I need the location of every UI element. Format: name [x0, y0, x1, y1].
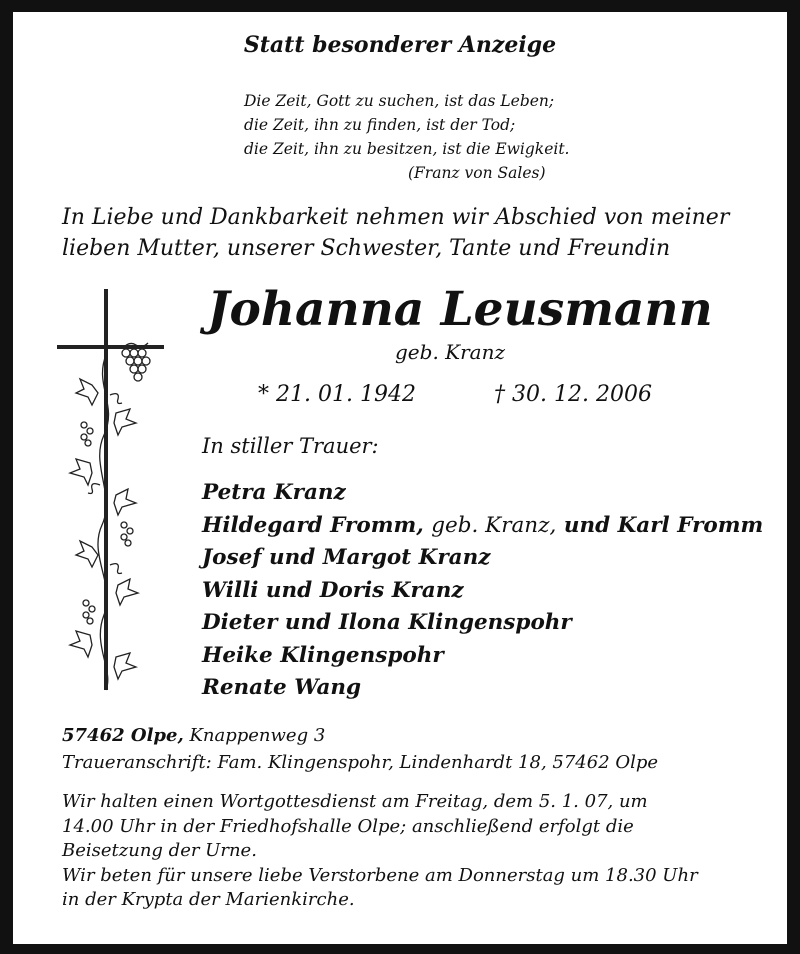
deceased-name: Johanna Leusmann — [207, 282, 713, 337]
mourning-heading: In stiller Trauer: — [202, 434, 379, 458]
mourner-name-part: Hildegard Fromm, — [202, 512, 424, 538]
death-date: † 30. 12. 2006 — [494, 382, 652, 407]
mourner-name: Petra Kranz — [202, 480, 346, 505]
residence-street: Knappenweg 3 — [189, 725, 326, 746]
mourners-list — [202, 477, 782, 705]
service-line: Wir halten einen Wortgottesdienst am Freitag, dem 5. 1. 07, um — [62, 791, 648, 812]
quote-source: (Franz von Sales) — [408, 164, 546, 182]
service-info — [62, 790, 782, 913]
quote-line: die Zeit, ihn zu besitzen, ist die Ewigkeit. — [244, 140, 570, 158]
birth-date: * 21. 01. 1942 — [258, 382, 416, 407]
residence-city: 57462 Olpe, — [62, 725, 184, 746]
mourner-name-part: und Karl Fromm — [563, 512, 764, 538]
service-line: in der Krypta der Marienkirche. — [62, 889, 355, 910]
mourning-address: Traueranschrift: Fam. Klingenspohr, Lindenhardt 18, 57462 Olpe — [62, 752, 659, 773]
intro-text — [62, 202, 782, 264]
service-line: Wir beten für unsere liebe Verstorbene am Donnerstag um 18.30 Uhr — [62, 864, 698, 886]
mourner-name: Willi und Doris Kranz — [202, 577, 464, 603]
quote-block — [244, 89, 664, 185]
maiden-name: geb. Kranz — [395, 340, 505, 364]
quote-line: Die Zeit, Gott zu suchen, ist das Leben; — [244, 92, 555, 110]
mourner-name: Renate Wang — [202, 675, 362, 700]
quote-line: die Zeit, ihn zu finden, ist der Tod; — [244, 116, 516, 134]
mourner-name: Josef und Margot Kranz — [202, 545, 491, 570]
intro-line: lieben Mutter, unserer Schwester, Tante und Freundin — [62, 236, 671, 261]
mourner-name: Dieter und Ilona Klingenspohr — [202, 610, 572, 635]
address-block — [62, 722, 782, 776]
mourner-name: Heike Klingenspohr — [202, 642, 444, 668]
residence-address — [62, 722, 782, 749]
mourner-name — [202, 510, 782, 543]
service-line: 14.00 Uhr in der Friedhofshalle Olpe; anschließend erfolgt die — [62, 815, 634, 837]
notice-heading: Statt besonderer Anzeige — [243, 32, 557, 58]
grapevine-cross-icon — [54, 285, 170, 695]
mourner-maiden-name: geb. Kranz, — [431, 512, 557, 538]
intro-line: In Liebe und Dankbarkeit nehmen wir Abschied von meiner — [62, 205, 730, 230]
service-line: Beisetzung der Urne. — [62, 840, 257, 861]
